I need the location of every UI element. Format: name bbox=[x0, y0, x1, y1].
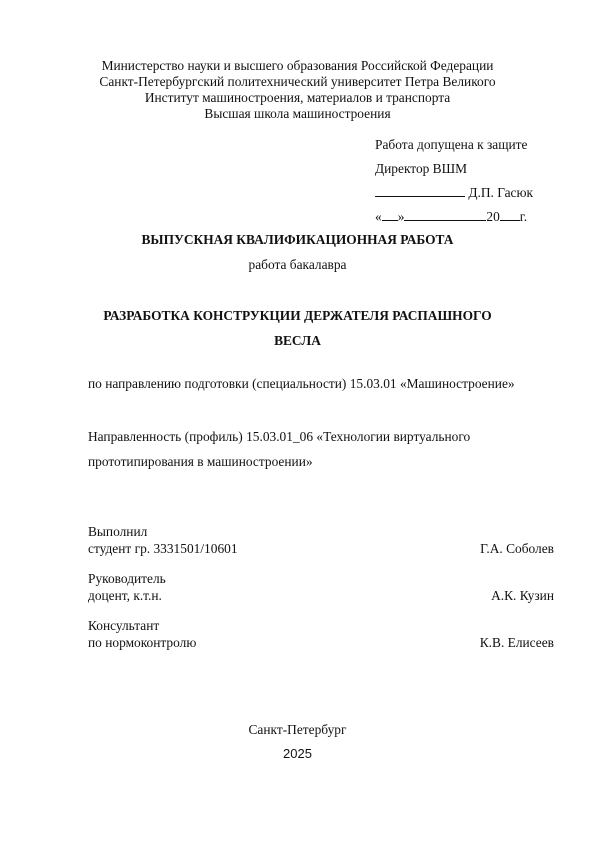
author-title-row bbox=[88, 540, 554, 557]
month-underline bbox=[404, 208, 486, 221]
date-open-quote: « bbox=[375, 209, 382, 224]
approval-admitted: Работа допущена к защите bbox=[375, 137, 528, 152]
date-close-quote: » bbox=[397, 209, 405, 224]
thesis-topic-line2: ВЕСЛА bbox=[274, 333, 321, 348]
thesis-topic bbox=[0, 303, 595, 353]
consultant-title-row bbox=[88, 634, 554, 651]
supervisor-title: доцент, к.т.н. bbox=[88, 588, 162, 603]
study-direction: по направлению подготовки (специальности) 15.03.01 «Машиностроение» bbox=[88, 376, 515, 391]
footer-city: Санкт-Петербург bbox=[248, 722, 347, 737]
author-title: студент гр. 3331501/10601 bbox=[88, 541, 238, 556]
year-underline bbox=[500, 208, 520, 221]
approval-signatory: Д.П. Гасюк bbox=[468, 185, 534, 200]
date-year-prefix: 20 bbox=[486, 209, 500, 224]
consultant-name: К.В. Елисеев bbox=[479, 635, 554, 650]
document-type: ВЫПУСКНАЯ КВАЛИФИКАЦИОННАЯ РАБОТА bbox=[141, 232, 454, 247]
institute-line: Институт машиностроения, материалов и транспорта bbox=[144, 90, 451, 105]
thesis-topic-line1: РАЗРАБОТКА КОНСТРУКЦИИ ДЕРЖАТЕЛЯ РАСПАШНОГО bbox=[103, 308, 492, 323]
ministry-header bbox=[0, 58, 595, 122]
footer-year: 2025 bbox=[283, 746, 312, 761]
day-underline bbox=[382, 208, 398, 221]
university-line: Санкт-Петербургский политехнический университет Петра Великого bbox=[99, 74, 496, 89]
study-profile bbox=[88, 424, 470, 474]
author-name: Г.А. Соболев bbox=[480, 541, 554, 556]
supervisor-title-row bbox=[88, 587, 554, 604]
document-subtype: работа бакалавра bbox=[248, 257, 347, 272]
author-block bbox=[88, 523, 554, 557]
supervisor-block bbox=[88, 570, 554, 604]
study-profile-line1: Направленность (профиль) 15.03.01_06 «Технологии виртуального bbox=[88, 429, 471, 444]
approval-position: Директор ВШМ bbox=[375, 161, 468, 176]
supervisor-role: Руководитель bbox=[88, 571, 166, 586]
supervisor-name: А.К. Кузин bbox=[491, 588, 554, 603]
signature-underline bbox=[375, 184, 465, 197]
consultant-role: Консультант bbox=[88, 618, 160, 633]
author-role: Выполнил bbox=[88, 524, 148, 539]
consultant-block bbox=[88, 617, 554, 651]
approval-date-line bbox=[375, 205, 533, 229]
consultant-title: по нормоконтролю bbox=[88, 635, 197, 650]
approval-block bbox=[375, 133, 533, 229]
study-profile-line2: прототипирования в машиностроении» bbox=[88, 454, 313, 469]
approval-signature-line bbox=[375, 181, 533, 205]
date-suffix: г. bbox=[519, 209, 528, 224]
school-line: Высшая школа машиностроения bbox=[204, 106, 391, 121]
ministry-line: Министерство науки и высшего образования Российской Федерации bbox=[101, 58, 494, 73]
